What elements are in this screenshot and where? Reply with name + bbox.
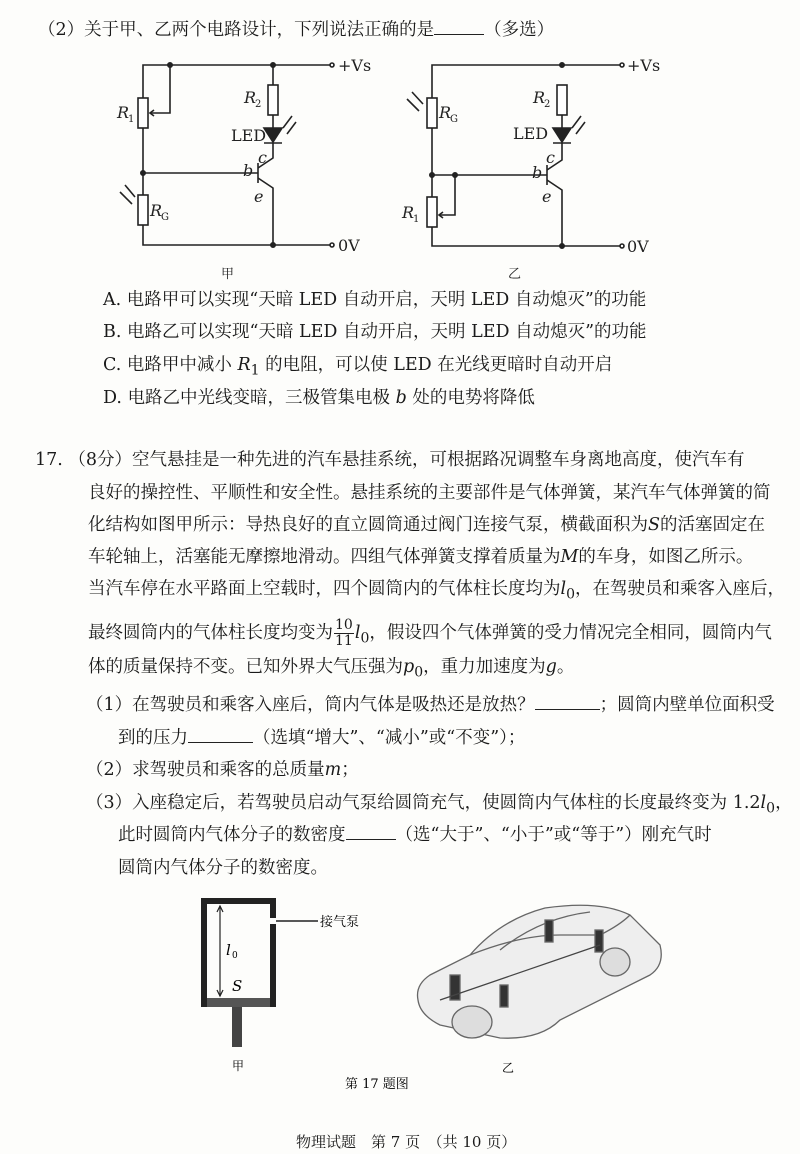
rg-sub: G bbox=[450, 114, 458, 125]
text: ，假设四个气体弹簧的受力情况完全相同，圆筒内气 bbox=[369, 623, 772, 643]
q17-sub1-line-1 bbox=[86, 693, 775, 717]
option-text: 处的电势将降低 bbox=[406, 388, 535, 408]
option-text: 电路甲中减小 bbox=[126, 355, 238, 375]
option-text: 电路甲可以实现“天暗 LED 自动开启，天明 LED 自动熄灭”的功能 bbox=[126, 290, 647, 310]
option-letter: A. bbox=[103, 290, 122, 310]
var-g: g bbox=[545, 657, 557, 677]
emitter-label: e bbox=[254, 187, 264, 206]
var-l: l bbox=[760, 793, 767, 813]
q17-line-6 bbox=[88, 618, 772, 651]
text: （1）在驾驶员和乘客入座后，筒内气体是吸热还是放热？ bbox=[86, 695, 535, 715]
q17-line-2 bbox=[88, 481, 771, 505]
text: 此时圆筒内气体分子的数密度 bbox=[118, 825, 346, 845]
var-r: R bbox=[237, 355, 251, 375]
zero-volt-label: 0V bbox=[338, 236, 360, 255]
q17-line-4 bbox=[88, 545, 753, 569]
option-text: 电路乙可以实现“天暗 LED 自动开启，天明 LED 自动熄灭”的功能 bbox=[127, 322, 647, 342]
led-label: LED bbox=[231, 126, 267, 145]
text: 到的压力 bbox=[118, 728, 188, 748]
r1-sub: 1 bbox=[128, 114, 135, 125]
rg-label: R bbox=[150, 201, 163, 220]
base-label: b bbox=[243, 161, 254, 180]
r2-sub: 2 bbox=[544, 99, 551, 110]
vs-label: +Vs bbox=[627, 56, 661, 75]
text: 良好的操控性、平顺性和安全性。悬挂系统的主要部件是气体弹簧，某汽车气体弹簧的简 bbox=[88, 483, 771, 503]
var-s: S bbox=[648, 515, 660, 535]
sub: 0 bbox=[766, 800, 776, 817]
q17-line-7 bbox=[88, 655, 574, 685]
stem-text: （2）关于甲、乙两个电路设计，下列说法正确的是 bbox=[38, 20, 435, 40]
length-label: l bbox=[226, 941, 231, 959]
option-d bbox=[103, 386, 535, 410]
page-footer: 物理试题 第 7 页 （共 10 页） bbox=[296, 1133, 517, 1151]
answer-blank bbox=[346, 823, 396, 840]
text: 化结构如图甲所示：导热良好的直立圆筒通过阀门连接气泵，横截面积为 bbox=[88, 515, 648, 535]
q17-sub3-line-3 bbox=[118, 856, 328, 880]
cylinder-diagram bbox=[201, 898, 359, 1073]
option-letter: B. bbox=[103, 322, 122, 342]
text: （8分）空气悬挂是一种先进的汽车悬挂系统，可根据路况调整车身离地高度，使汽车有 bbox=[68, 450, 745, 470]
circuit-yi bbox=[407, 63, 624, 248]
fraction bbox=[334, 618, 354, 649]
emitter-label: e bbox=[542, 187, 552, 206]
pump-label: 接气泵 bbox=[320, 915, 360, 930]
r1-sub: 1 bbox=[413, 214, 420, 225]
text: （3）入座稳定后，若驾驶员启动气泵给圆筒充气，使圆筒内气体柱的长度最终变为 1.2 bbox=[86, 793, 761, 813]
collector-label: c bbox=[546, 148, 555, 167]
var-sub: 1 bbox=[250, 362, 260, 379]
rg-label: R bbox=[439, 103, 452, 122]
figure-17 bbox=[0, 890, 800, 1100]
area-label: S bbox=[232, 977, 243, 995]
answer-blank bbox=[535, 693, 600, 710]
text: ；圆筒内壁单位面积受 bbox=[599, 695, 775, 715]
var-p: p bbox=[403, 657, 415, 677]
text: 。 bbox=[556, 657, 575, 677]
sub: 0 bbox=[566, 586, 576, 603]
option-letter: D. bbox=[103, 388, 122, 408]
vs-label: +Vs bbox=[338, 56, 372, 75]
zero-volt-label: 0V bbox=[627, 237, 649, 256]
var-l: l bbox=[354, 623, 361, 643]
r1-label: R bbox=[402, 203, 415, 222]
figure-jia-label: 甲 bbox=[232, 1059, 245, 1073]
multi-select-note: （多选） bbox=[484, 20, 555, 40]
r2-label: R bbox=[244, 88, 257, 107]
text: ， bbox=[775, 793, 793, 813]
r2-sub: 2 bbox=[255, 99, 262, 110]
collector-label: c bbox=[258, 148, 267, 167]
text: 的活塞固定在 bbox=[660, 515, 765, 535]
q17-line-1 bbox=[35, 448, 745, 472]
var-m: M bbox=[560, 547, 579, 567]
answer-blank bbox=[434, 18, 484, 35]
q17-line-3 bbox=[88, 513, 765, 537]
option-text: 的电阻，可以使 LED 在光线更暗时自动开启 bbox=[259, 355, 613, 375]
sub: 0 bbox=[360, 630, 370, 647]
car-illustration bbox=[418, 905, 662, 1038]
var-m: m bbox=[324, 760, 342, 780]
q17-line-5 bbox=[88, 577, 785, 607]
r2-label: R bbox=[533, 88, 546, 107]
length-sub: 0 bbox=[232, 951, 238, 961]
text: （选“大于”、“小于”或“等于”）刚充气时 bbox=[395, 825, 712, 845]
option-b bbox=[103, 320, 647, 344]
answer-blank bbox=[188, 726, 253, 743]
circuit-diagrams bbox=[0, 55, 800, 285]
denominator: 11 bbox=[335, 633, 353, 649]
text: 体的质量保持不变。已知外界大气压强为 bbox=[88, 657, 403, 677]
var-l: l bbox=[560, 579, 567, 599]
numerator: 10 bbox=[335, 617, 353, 633]
text: （选填“增大”、“减小”或“不变”）； bbox=[253, 728, 526, 748]
option-a bbox=[103, 288, 646, 312]
option-text: 电路乙中光线变暗，三极管集电极 bbox=[127, 388, 396, 408]
q17-sub1-line-2 bbox=[118, 726, 525, 750]
led-label: LED bbox=[513, 124, 549, 143]
figure-jia-label: 甲 bbox=[221, 267, 235, 282]
var-b: b bbox=[395, 388, 407, 408]
question-16-part2-stem bbox=[38, 18, 554, 42]
q17-sub3-line-2 bbox=[118, 823, 712, 847]
r1-label: R bbox=[117, 103, 130, 122]
text: ，重力加速度为 bbox=[423, 657, 546, 677]
question-number: 17. bbox=[35, 450, 63, 470]
figure-caption: 第 17 题图 bbox=[345, 1077, 409, 1092]
base-label: b bbox=[532, 163, 543, 182]
sub: 0 bbox=[414, 664, 424, 681]
text: （2）求驾驶员和乘客的总质量 bbox=[86, 760, 325, 780]
figure-yi-label: 乙 bbox=[508, 267, 522, 282]
text: 圆筒内气体分子的数密度。 bbox=[118, 858, 328, 878]
option-letter: C. bbox=[103, 355, 122, 375]
text: ； bbox=[341, 760, 359, 780]
rg-sub: G bbox=[161, 212, 169, 223]
text: 最终圆筒内的气体柱长度均变为 bbox=[88, 623, 333, 643]
option-c bbox=[103, 353, 612, 383]
figure-yi-label: 乙 bbox=[502, 1061, 515, 1075]
q17-sub2 bbox=[86, 758, 359, 782]
text: ，在驾驶员和乘客入座后， bbox=[575, 579, 786, 599]
q17-sub3-line-1 bbox=[86, 791, 793, 821]
text: 车轮轴上，活塞能无摩擦地滑动。四组气体弹簧支撑着质量为 bbox=[88, 547, 561, 567]
text: 的车身，如图乙所示。 bbox=[578, 547, 754, 567]
text: 当汽车停在水平路面上空载时，四个圆筒内的气体柱长度均为 bbox=[88, 579, 561, 599]
